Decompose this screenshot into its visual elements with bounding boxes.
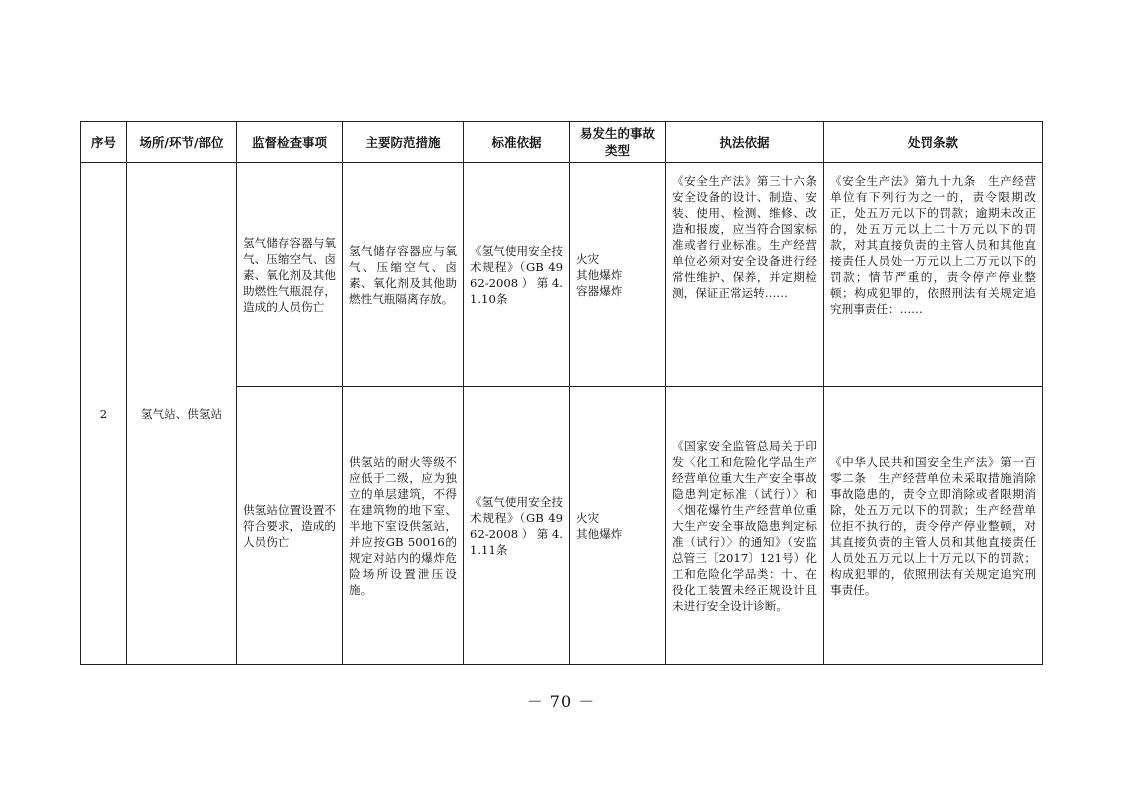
measures-cell [343, 163, 464, 387]
penalty-text: 《中华人民共和国安全生产法》第一百零二条 生产经营单位未采取措施消除事故隐患的，责令立即消除或者限期消除，处五万元以下的罚款；生产经营单位拒不执行的，责令停产停业整顿，对其直接负责的主管人员和其他直接责任人员处五万元以上十万元以下的罚款；构成犯罪的，依照刑法有关规定追究刑事责任。 [830, 454, 1036, 597]
header-prevention-measures: 主要防范措施 [343, 122, 464, 163]
inspection-item-cell [237, 387, 343, 665]
inspection-table [80, 121, 1043, 665]
row-location [127, 163, 237, 665]
table-row [81, 163, 1043, 387]
header-location: 场所/环节/部位 [127, 122, 237, 163]
inspection-item-text: 氢气储存容器与氧气、压缩空气、卤素、氧化剂及其他助燃性气瓶混存，造成的人员伤亡 [243, 235, 336, 314]
table-header-row [81, 122, 1043, 163]
accident-type-cell [570, 387, 666, 665]
page-number: － 70 － [526, 692, 596, 711]
measures-text: 供氢站的耐火等级不应低于二级，应为独立的单层建筑，不得在建筑物的地下室、半地下室设供氢站，并应按GB 50016的规定对站内的爆炸危险场所设置泄压设施。 [349, 454, 457, 597]
penalty-cell [824, 163, 1043, 387]
accident-type-text: 火灾 其他爆炸 [576, 510, 623, 541]
measures-cell [343, 387, 464, 665]
header-accident-type: 易发生的事故类型 [570, 122, 666, 163]
accident-type-cell [570, 163, 666, 387]
standard-cell [464, 387, 570, 665]
header-penalty-clause: 处罚条款 [824, 122, 1043, 163]
accident-type-text: 火灾 其他爆炸 容器爆炸 [576, 251, 623, 298]
header-law-basis: 执法依据 [666, 122, 824, 163]
standard-cell [464, 163, 570, 387]
law-basis-cell [666, 387, 824, 665]
header-standard-basis: 标准依据 [464, 122, 570, 163]
location-text: 氢气站、供氢站 [140, 406, 223, 421]
inspection-item-text: 供氢站位置设置不符合要求，造成的人员伤亡 [243, 502, 336, 549]
inspection-item-cell [237, 163, 343, 387]
law-basis-text: 《国家安全监管总局关于印发〈化工和危险化学品生产经营单位重大生产安全事故隐患判定标准（试行）〉和〈烟花爆竹生产经营单位重大生产安全事故隐患判定标准（试行）〉的通知》（安监总管三〔2017〕121号）化工和危险化学品类：十、在役化工装置未经正规设计且未进行安全设计诊断。 [672, 438, 817, 613]
header-inspection-item: 监督检查事项 [237, 122, 343, 163]
row-index: 2 [81, 163, 127, 665]
standard-text: 《氢气使用安全技术规程》（GB 4962-2008）第4.1.10条 [470, 243, 563, 306]
header-index: 序号 [81, 122, 127, 163]
standard-text: 《氢气使用安全技术规程》（GB 4962-2008）第4.1.11条 [470, 494, 563, 557]
law-basis-text: 《安全生产法》第三十六条 安全设备的设计、制造、安装、使用、检测、维修、改造和报废，应当符合国家标准或者行业标准。生产经营单位必须对安全设备进行经常性维护、保养，并定期检测，保证正常运转…… [672, 174, 829, 300]
measures-text: 氢气储存容器应与氧气、压缩空气、卤素、氧化剂及其他助燃性气瓶隔离存放。 [349, 243, 457, 306]
law-basis-cell [666, 163, 829, 387]
penalty-text: 《安全生产法》第九十九条 生产经营单位有下列行为之一的，责令限期改正，处五万元以下的罚款；逾期未改正的，处五万元以上二十万元以下的罚款，对其直接负责的主管人员和其他直接责任人员处一万元以上二万元以下的罚款；情节严重的，责令停产停业整顿；构成犯罪的，依照刑法有关规定追究刑事责任：…… [830, 174, 1036, 316]
penalty-cell [824, 387, 1043, 665]
